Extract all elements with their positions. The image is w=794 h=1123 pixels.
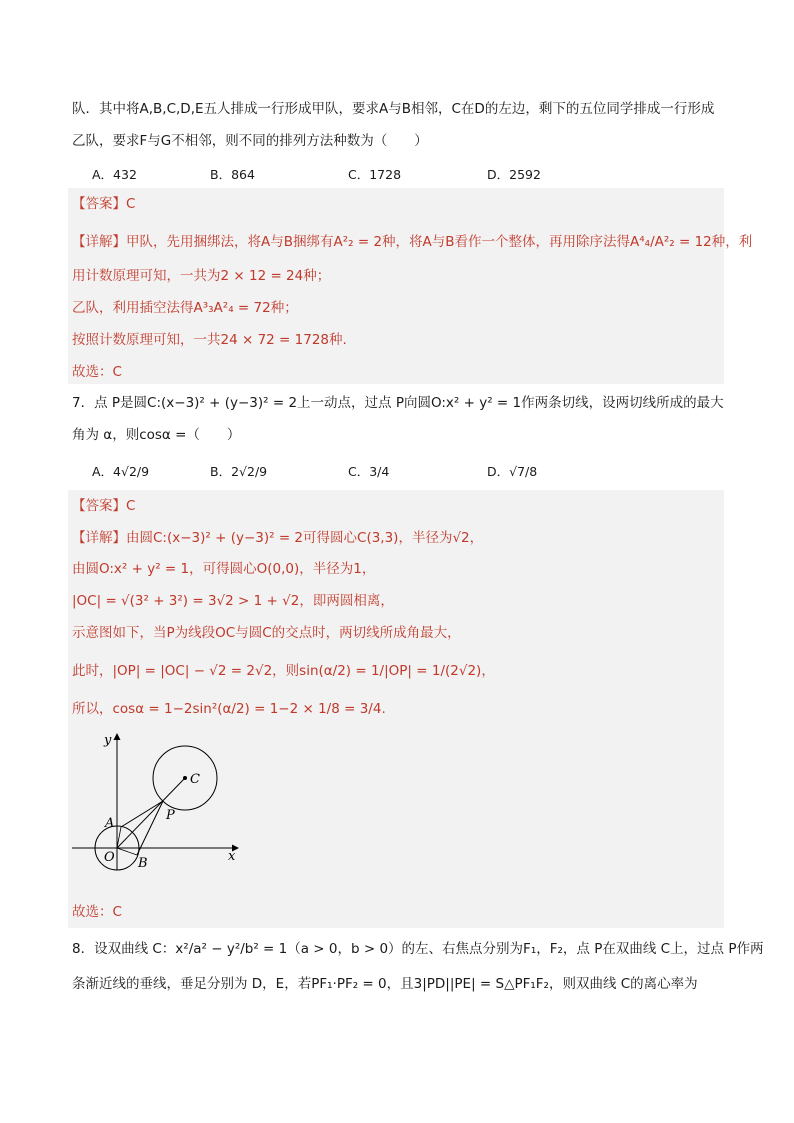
q7-answer-label: 【答案】C [72, 498, 136, 514]
q6-option-c: C．1728 [348, 167, 402, 182]
q7-figure [70, 728, 250, 873]
q6-detail-line-5: 故选：C [72, 364, 122, 380]
point-c [183, 776, 187, 780]
radius-ob [117, 848, 137, 855]
q6-stem-line-2: 乙队，要求F与G不相邻，则不同的排列方法种数为（ ） [72, 133, 428, 149]
q7-option-d: D．√7/8 [487, 464, 538, 479]
q6-detail-line-4: 按照计数原理可知，一共24 × 72 = 1728种. [72, 332, 347, 348]
q7-stem-line-2: 角为 α，则cosα =（ ） [72, 427, 241, 443]
q7-detail-line-3: |OC| = √(3² + 3²) = 3√2 > 1 + √2，即两圆相离， [72, 593, 394, 609]
q7-detail-line-1: 【详解】由圆C:(x−3)² + (y−3)² = 2可得圆心C(3,3)，半径为√2， [72, 530, 484, 546]
q7-option-b: B．2√2/9 [210, 464, 268, 479]
label-y: y [104, 733, 112, 748]
q7-stem-line-1: 7．点 P是圆C:(x−3)² + (y−3)² = 2上一动点，过点 P向圆O:x² + y² = 1作两条切线，设两切线所成的最大 [72, 395, 724, 411]
q6-detail-line-3: 乙队，利用插空法得A³₃A²₄ = 72种； [72, 300, 298, 316]
q6-option-b: B．864 [210, 167, 255, 182]
q6-option-a: A．432 [92, 167, 137, 182]
label-p: P [166, 808, 175, 823]
q6-stem-line-1: 队．其中将A,B,C,D,E五人排成一行形成甲队，要求A与B相邻，C在D的左边，剩下的五位同学排成一行形成 [72, 101, 715, 117]
q7-detail-line-5: 此时，|OP| = |OC| − √2 = 2√2，则sin(α/2) = 1/|OP| = 1/(2√2)， [72, 663, 495, 679]
q6-detail-line-2: 用计数原理可知，一共为2 × 12 = 24种； [72, 268, 331, 284]
q6-option-d: D．2592 [487, 167, 541, 182]
label-c: C [190, 772, 200, 787]
q6-answer-label: 【答案】C [72, 196, 136, 212]
q7-detail-line-6: 所以，cosα = 1−2sin²(α/2) = 1−2 × 1/8 = 3/4. [72, 701, 386, 717]
q7-detail-line-4: 示意图如下，当P为线段OC与圆C的交点时，两切线所成角最大， [72, 625, 461, 641]
label-a: A [105, 816, 115, 831]
q7-conclusion: 故选：C [72, 904, 122, 920]
q8-stem-line-2: 条渐近线的垂线，垂足分别为 D，E，若PF₁·PF₂ = 0，且3|PD||PE| = S△PF₁F₂，则双曲线 C的离心率为 [72, 976, 698, 992]
label-x: x [228, 849, 236, 864]
q8-stem-line-1: 8．设双曲线 C：x²/a² − y²/b² = 1（a > 0，b > 0）的左、右焦点分别为F₁，F₂，点 P在双曲线 C上，过点 P作两 [72, 941, 764, 957]
label-b: B [138, 856, 148, 871]
q6-detail-line-1: 【详解】甲队，先用捆绑法，将A与B捆绑有A²₂ = 2种，将A与B看作一个整体，再用除序法得A⁴₄/A²₂ = 12种，利 [72, 234, 753, 250]
label-o: O [104, 850, 115, 865]
q7-detail-line-2: 由圆O:x² + y² = 1，可得圆心O(0,0)，半径为1， [72, 561, 376, 577]
q7-option-c: C．3/4 [348, 464, 390, 479]
segment-oc [117, 778, 185, 848]
q7-option-a: A．4√2/9 [92, 464, 150, 479]
